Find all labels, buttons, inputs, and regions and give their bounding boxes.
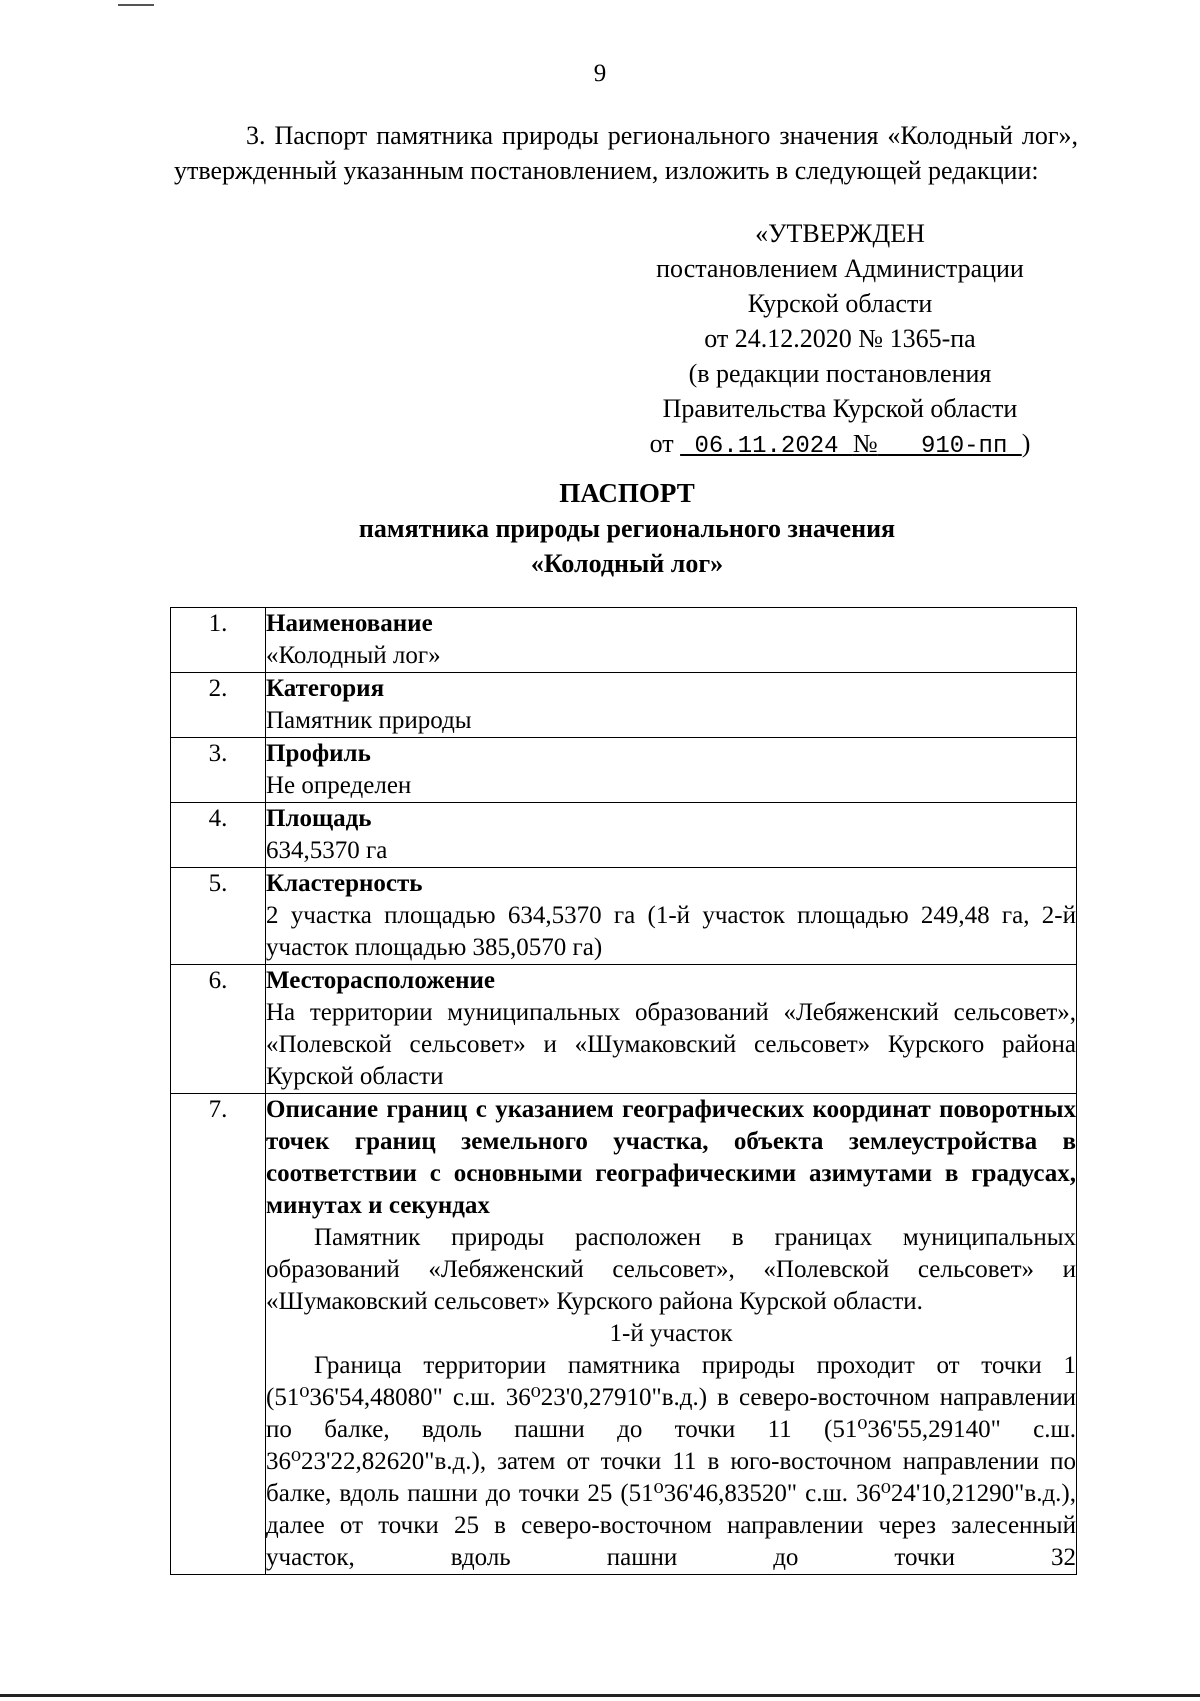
row-paragraph-boundary: Граница территории памятника природы проходит от точки 1 (51⁰36'54,48080" с.ш. 36⁰23'0,27910"в.д.) в северо-восточном направлении по балке, вдоль пашни до точки 11 (51⁰36'55,29140" с.ш. 36⁰23'22,82620"в.д.), затем от точки 11 в юго-восточном направлении по балке, вдоль пашни до точки 25 (51⁰36'46,83520" с.ш. 36⁰24'10,21290"в.д.), далее от точки 25 в северо-восточном направлении через залесенный участок, вдоль пашни до точки 32 bbox=[266, 1352, 1076, 1571]
row-label: Площадь bbox=[266, 805, 372, 832]
table-row bbox=[171, 673, 1077, 738]
approval-line-3: Курской области bbox=[747, 289, 933, 318]
table-row bbox=[171, 803, 1077, 868]
table-row bbox=[171, 868, 1077, 965]
row-content bbox=[266, 738, 1077, 803]
row-content bbox=[266, 868, 1077, 965]
approval-line-6: Правительства Курской области bbox=[662, 394, 1018, 423]
page-number: 9 bbox=[593, 60, 607, 87]
table-row bbox=[171, 1094, 1077, 1575]
intro-paragraph: 3. Паспорт памятника природы регионального значения «Колодный лог», утвержденный указанным постановлением, изложить в следующей редакции: bbox=[174, 121, 1078, 185]
approval-line-1: «УТВЕРЖДЕН bbox=[755, 219, 925, 248]
row-number: 7. bbox=[171, 1094, 266, 1575]
approval-date: 06.11.2024 bbox=[680, 433, 853, 460]
row-value: Не определен bbox=[266, 772, 412, 799]
row-number: 2. bbox=[171, 673, 266, 738]
row-content bbox=[266, 803, 1077, 868]
approval-stamp bbox=[612, 216, 1068, 464]
row-number: 5. bbox=[171, 868, 266, 965]
table-row bbox=[171, 738, 1077, 803]
document-title bbox=[0, 476, 1200, 581]
row-subheading: 1-й участок bbox=[609, 1320, 733, 1347]
title-line-3: «Колодный лог» bbox=[530, 549, 724, 578]
row-number: 1. bbox=[171, 608, 266, 673]
approval-from: от bbox=[649, 429, 674, 458]
row-content bbox=[266, 673, 1077, 738]
bottom-scan-border bbox=[0, 1694, 1200, 1697]
row-label: Категория bbox=[266, 675, 385, 702]
row-number: 4. bbox=[171, 803, 266, 868]
row-content bbox=[266, 608, 1077, 673]
title-main: ПАСПОРТ bbox=[559, 478, 695, 508]
approval-number: 910-пп bbox=[877, 433, 1022, 460]
passport-table bbox=[170, 607, 1077, 1575]
row-value: Памятник природы bbox=[266, 707, 472, 734]
approval-number-sign: № bbox=[852, 429, 878, 458]
row-label: Описание границ с указанием географических координат поворотных точек границ земельного участка, объекта землеустройства в соответствии с основными географическими азимутами в градусах, минутах и секундах bbox=[266, 1096, 1076, 1219]
row-value: 2 участка площадью 634,5370 га (1-й участок площадью 249,48 га, 2-й участок площадью 385,0570 га) bbox=[266, 902, 1076, 961]
table-row bbox=[171, 965, 1077, 1094]
row-label: Наименование bbox=[266, 610, 433, 637]
title-line-2: памятника природы регионального значения bbox=[358, 514, 896, 543]
scan-artifact-mark bbox=[118, 4, 154, 6]
approval-line-2: постановлением Администрации bbox=[656, 254, 1024, 283]
row-value: 634,5370 га bbox=[266, 837, 388, 864]
row-content bbox=[266, 965, 1077, 1094]
row-content bbox=[266, 1094, 1077, 1575]
table-row bbox=[171, 608, 1077, 673]
row-value: «Колодный лог» bbox=[266, 642, 441, 669]
row-label: Месторасположение bbox=[266, 967, 495, 994]
approval-close-paren: ) bbox=[1021, 429, 1031, 458]
row-paragraph-location: Памятник природы расположен в границах муниципальных образований «Лебяженский сельсовет», «Полевской сельсовет» и «Шумаковский сельсовет» Курского района Курской области. bbox=[266, 1224, 1076, 1315]
approval-line-4: от 24.12.2020 № 1365-па bbox=[704, 324, 976, 353]
approval-date-line bbox=[612, 426, 1068, 464]
row-label: Профиль bbox=[266, 740, 371, 767]
row-value: На территории муниципальных образований «Лебяженский сельсовет», «Полевской сельсовет» и «Шумаковский сельсовет» Курского района Курской области bbox=[266, 999, 1076, 1090]
row-number: 3. bbox=[171, 738, 266, 803]
row-label: Кластерность bbox=[266, 870, 423, 897]
row-number: 6. bbox=[171, 965, 266, 1094]
approval-line-5: (в редакции постановления bbox=[688, 359, 992, 388]
